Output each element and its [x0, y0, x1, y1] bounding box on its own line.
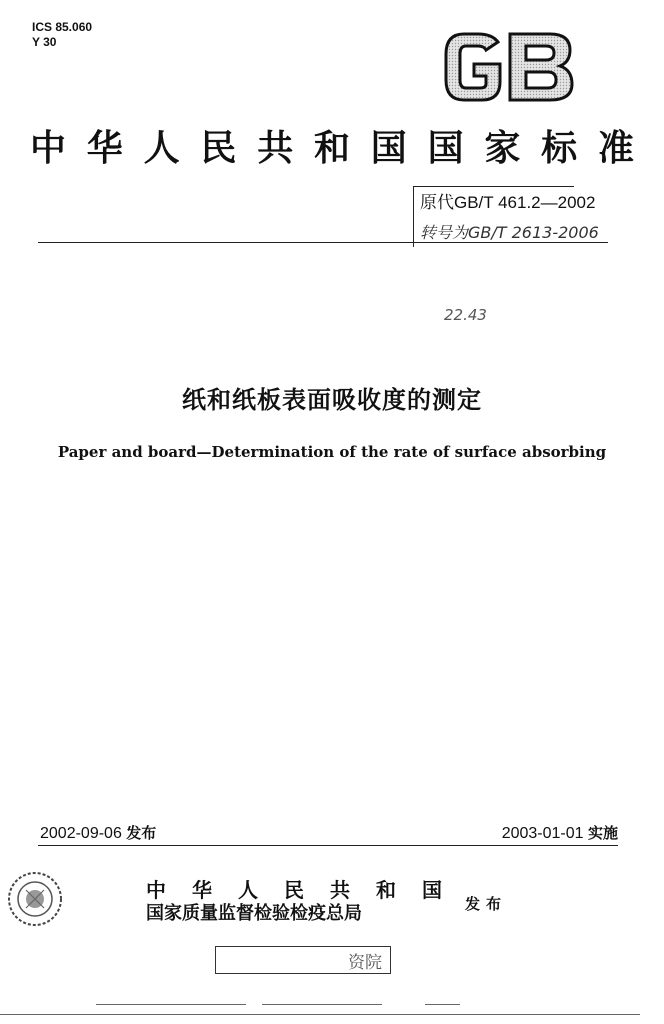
title-char: 华	[86, 127, 123, 169]
title-char: 标	[541, 127, 578, 169]
standard-number: 原代GB/T 461.2—2002	[420, 193, 596, 212]
issue-label: 发布	[126, 824, 157, 842]
official-seal-icon	[6, 870, 64, 928]
issuer-char: 人	[238, 878, 258, 902]
ccs-code: Y 30	[32, 35, 57, 49]
header-divider	[38, 242, 608, 243]
scan-artifact-line	[96, 1004, 246, 1005]
chinese-title: 纸和纸板表面吸收度的测定	[182, 386, 482, 414]
ics-code: ICS 85.060	[32, 20, 93, 34]
implement-date-line	[502, 822, 618, 843]
handwritten-mark: 22.43	[444, 306, 487, 324]
issuer-char: 和	[376, 878, 396, 902]
footer-divider	[38, 845, 618, 846]
replacement-note: 转号为GB/T 2613-2006	[420, 223, 599, 242]
title-char: 准	[597, 127, 634, 169]
scan-artifact-line	[262, 1004, 382, 1005]
issuer-line-2: 国家质量监督检验检疫总局	[146, 903, 362, 924]
scan-artifact-line	[425, 1004, 460, 1005]
title-char: 中	[30, 127, 67, 169]
title-char: 人	[143, 127, 180, 169]
implement-label: 实施	[587, 824, 618, 842]
standard-type-title	[30, 126, 634, 170]
stamp-text: 资院	[348, 952, 382, 973]
title-char: 国	[370, 127, 407, 169]
title-char: 家	[484, 127, 521, 169]
issuer-char: 中	[146, 878, 166, 902]
scan-artifact-line	[0, 1014, 640, 1015]
issuer-char: 国	[422, 878, 442, 902]
issue-date: 2002-09-06	[40, 825, 122, 842]
title-char: 民	[200, 127, 237, 169]
gb-logo-icon	[442, 30, 576, 104]
implement-date: 2003-01-01	[501, 825, 584, 842]
classification-codes	[32, 20, 92, 50]
library-stamp	[215, 946, 391, 974]
issuer-char: 民	[284, 878, 304, 902]
title-char: 共	[257, 127, 294, 169]
issuer-char: 共	[330, 878, 350, 902]
title-char: 和	[313, 127, 350, 169]
issue-date-line	[40, 822, 156, 843]
issuer-line-1	[146, 878, 442, 902]
english-title: Paper and board—Determination of the rate of surface absorbing	[57, 443, 607, 461]
title-char: 国	[427, 127, 464, 169]
publish-label: 发布	[465, 895, 508, 913]
issuer-char: 华	[192, 878, 212, 902]
